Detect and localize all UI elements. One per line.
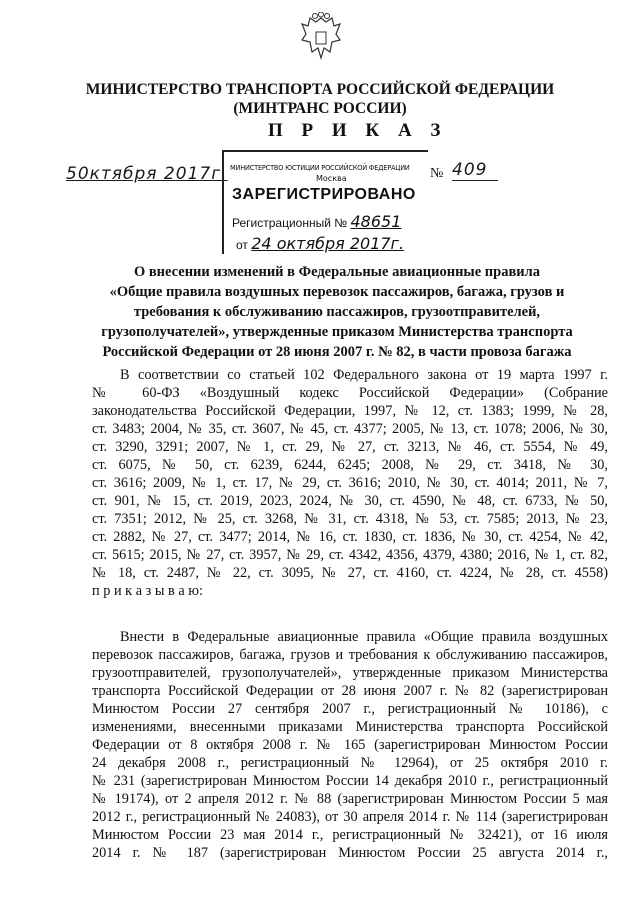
title-line: О внесении изменений в Федеральные авиационные правила: [133, 264, 541, 280]
title-line: грузополучателей», утвержденные приказом Министерства транспорта: [101, 324, 573, 340]
body-line: грузоотправителей, грузополучателей», утвержденные приказом Министерства: [92, 665, 608, 681]
preamble-line: № 18, ст. 2487, № 22, ст. 3095, № 27, ст. 4160, ст. 4224, № 28, ст. 4558): [92, 565, 608, 581]
stamp-reg-date: 24 октября 2017г.: [251, 234, 405, 253]
ministry-name: МИНИСТЕРСТВО ТРАНСПОРТА РОССИЙСКОЙ ФЕДЕРАЦИИ: [85, 81, 555, 98]
preamble-line: ст. 5615; 2015, № 27, ст. 3957, № 29, ст. 4342, 4356, 4379, 4380; 2016, № 1, ст. 82,: [92, 547, 608, 563]
preamble-line: ст. 3616; 2009, № 1, ст. 17, № 29, ст. 3616; 2010, № 30, ст. 4014; 2011, № 7,: [92, 475, 608, 491]
stamp-date-row: [236, 234, 404, 253]
title-line: «Общие правила воздушных перевозок пассажиров, багажа, грузов и: [109, 284, 565, 300]
preamble-line: ст. 6075, № 50, ст. 6239, 6244, 6245; 2008, № 29, ст. 3418, № 30,: [92, 457, 608, 473]
body-line: 2012 г., регистрационный № 24083), от 30 апреля 2014 г. № 114 (зарегистрирован: [92, 809, 608, 825]
ministry-short-name: (МИНТРАНС РОССИИ): [233, 100, 407, 117]
body-line: Минюстом России 23 мая 2014 г., регистрационный № 32421), от 16 июля: [92, 827, 608, 843]
body-line: 24 декабря 2008 г., регистрационный № 12964), от 25 октября 2010 г.: [92, 755, 608, 771]
preamble-line: № 60-ФЗ «Воздушный кодекс Российской Федерации» (Собрание: [92, 385, 608, 401]
body-line: перевозок пассажиров, багажа, грузов и требования к обслуживанию пассажиров,: [92, 647, 608, 663]
preamble-line: В соответствии со статьей 102 Федерального закона от 19 марта 1997 г.: [120, 367, 608, 383]
preamble-line: ст. 901, № 15, ст. 2019, 2023, 2024, № 30, ст. 4590, № 48, ст. 6733, № 50,: [92, 493, 608, 509]
body-line: Внести в Федеральные авиационные правила «Общие правила воздушных: [120, 629, 608, 645]
document-title: [92, 262, 582, 362]
preamble-line: ст. 3483; 2004, № 35, ст. 3607, № 45, ст. 4377; 2005, № 13, ст. 1078; 2006, № 30,: [92, 421, 608, 437]
stamp-date-label: от: [236, 238, 248, 252]
stamp-reg-label: Регистрационный №: [232, 216, 348, 230]
body-line: Минюстом России 27 сентября 2007 г., регистрационный № 10186), с: [92, 701, 608, 717]
document-type-heading: П Р И К А З: [268, 120, 448, 141]
order-date-handwritten: 50ктября 2017г.: [66, 164, 228, 184]
stamp-header: МИНИСТЕРСТВО ЮСТИЦИИ РОССИЙСКОЙ ФЕДЕРАЦИИ: [230, 164, 410, 172]
preamble-line: законодательства Российской Федерации, 1997, № 12, ст. 1383; 1999, № 28,: [92, 403, 608, 419]
registration-stamp: [222, 150, 428, 254]
body-line: Федерации от 8 октября 2008 г. № 165 (зарегистрирован Минюстом России: [92, 737, 608, 753]
body-line: изменениями, внесенными приказами Министерства транспорта Российской: [92, 719, 608, 735]
title-line: Российской Федерации от 28 июня 2007 г. № 82, в части провоза багажа: [102, 344, 572, 360]
body-line: № 19174), от 2 апреля 2012 г. № 88 (зарегистрирован Минюстом России 5 мая: [92, 791, 608, 807]
stamp-reg-number: 48651: [350, 212, 402, 231]
coat-of-arms-emblem: [298, 12, 344, 64]
body-paragraph: [92, 628, 608, 862]
body-line: 2014 г. № 187 (зарегистрирован Минюстом России 25 августа 2014 г.,: [92, 845, 608, 861]
preamble-line: ст. 2882, № 27, ст. 3477; 2014, № 16, ст. 1830, ст. 1836, № 30, ст. 4254, № 42,: [92, 529, 608, 545]
preamble-paragraph: [92, 366, 608, 600]
title-line: требования к обслуживанию пассажиров, грузоотправителей,: [133, 304, 541, 320]
order-verb: п р и к а з ы в а ю:: [92, 583, 203, 599]
stamp-registered-label: ЗАРЕГИСТРИРОВАНО: [232, 186, 416, 203]
preamble-line: ст. 3290, 3291; 2007, № 1, ст. 29, № 27, ст. 3213, № 46, ст. 5554, № 49,: [92, 439, 608, 455]
stamp-reg-number-row: [232, 212, 401, 231]
stamp-city: Москва: [316, 174, 347, 183]
body-line: транспорта Российской Федерации от 28 июня 2007 г. № 82 (зарегистрирован: [92, 683, 608, 699]
order-number-handwritten: 409: [452, 160, 498, 181]
order-number-label: №: [430, 166, 444, 181]
body-line: № 231 (зарегистрирован Минюстом России 14 декабря 2010 г., регистрационный: [92, 773, 608, 789]
preamble-line: ст. 7351; 2012, № 25, ст. 3268, № 31, ст. 4318, № 53, ст. 7585; 2013, № 23,: [92, 511, 608, 527]
